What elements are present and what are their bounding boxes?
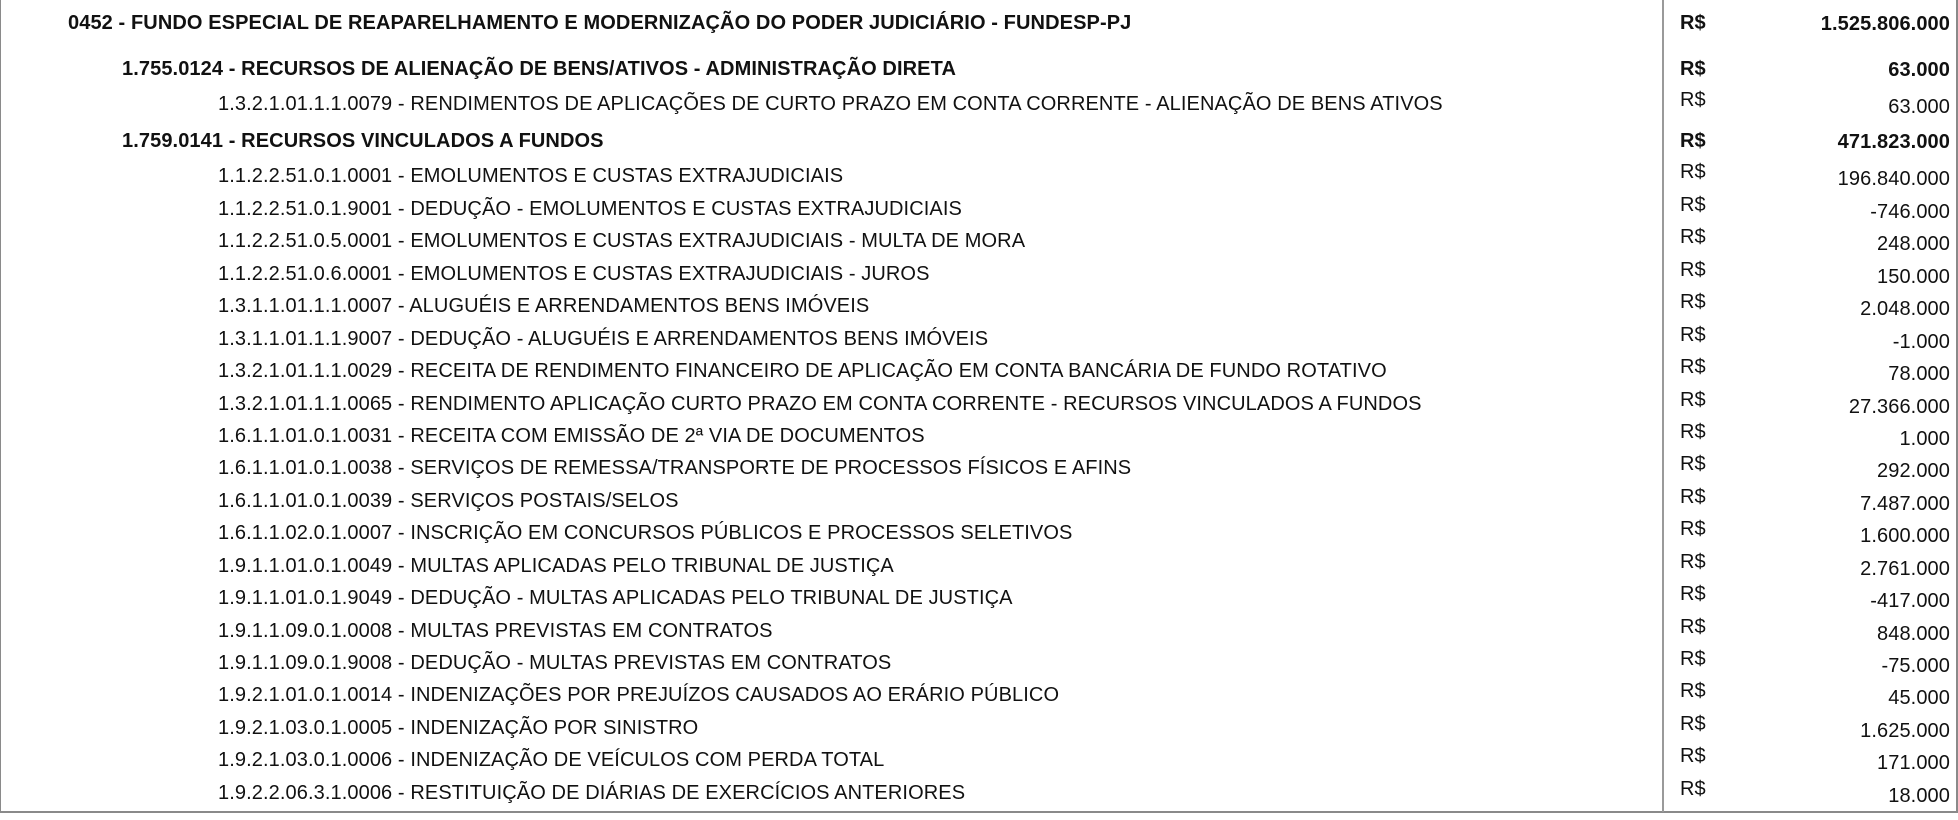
currency-label: R$ <box>1680 453 1706 476</box>
item-value: 78.000 <box>1888 363 1950 386</box>
fund-row <box>0 0 1958 46</box>
item-label: 1.1.2.2.51.0.1.9001 - DEDUÇÃO - EMOLUMENTOS E CUSTAS EXTRAJUDICIAIS <box>218 197 962 220</box>
item-label: 1.3.1.1.01.1.1.9007 - DEDUÇÃO - ALUGUÉIS E ARRENDAMENTOS BENS IMÓVEIS <box>218 327 989 350</box>
currency-label: R$ <box>1680 226 1706 249</box>
currency-label: R$ <box>1680 485 1706 508</box>
currency-label: R$ <box>1680 388 1706 411</box>
currency-label: R$ <box>1680 58 1706 80</box>
item-value: 2.048.000 <box>1860 298 1950 321</box>
item-value: 292.000 <box>1877 460 1950 483</box>
currency-label: R$ <box>1680 12 1706 34</box>
currency-label: R$ <box>1680 518 1706 541</box>
item-value: -75.000 <box>1881 655 1950 677</box>
item-label: 1.6.1.1.01.0.1.0038 - SERVIÇOS DE REMESSA/TRANSPORTE DE PROCESSOS FÍSICOS E AFINS <box>218 457 1132 480</box>
item-label: 1.3.2.1.01.1.1.0065 - RENDIMENTO APLICAÇÃO CURTO PRAZO EM CONTA CORRENTE - RECURSOS VINCULADOS A FUNDOS <box>218 392 1422 415</box>
revenue-item-row <box>0 613 1958 645</box>
item-label: 1.9.2.1.01.0.1.0014 - INDENIZAÇÕES POR PREJUÍZOS CAUSADOS AO ERÁRIO PÚBLICO <box>218 684 1060 707</box>
group-label: 1.759.0141 - RECURSOS VINCULADOS A FUNDOS <box>122 130 604 153</box>
group-label: 1.755.0124 - RECURSOS DE ALIENAÇÃO DE BENS/ATIVOS - ADMINISTRAÇÃO DIRETA <box>122 58 956 80</box>
item-value: 1.600.000 <box>1860 525 1950 548</box>
revenue-item-row <box>0 677 1958 709</box>
source-group-row <box>0 118 1958 158</box>
item-value: 63.000 <box>1888 96 1950 118</box>
revenue-item-row <box>0 223 1958 255</box>
item-value: -746.000 <box>1870 200 1950 223</box>
revenue-item-row <box>0 86 1958 118</box>
group-total: 471.823.000 <box>1837 131 1950 154</box>
item-label: 1.3.1.1.01.1.1.0007 - ALUGUÉIS E ARRENDAMENTOS BENS IMÓVEIS <box>218 295 870 318</box>
item-label: 1.9.2.1.03.0.1.0005 - INDENIZAÇÃO POR SINISTRO <box>218 716 699 739</box>
item-label: 1.9.1.1.01.0.1.0049 - MULTAS APLICADAS PELO TRIBUNAL DE JUSTIÇA <box>218 554 894 577</box>
currency-label: R$ <box>1680 130 1706 153</box>
item-value: 150.000 <box>1877 265 1950 288</box>
item-label: 1.6.1.1.02.0.1.0007 - INSCRIÇÃO EM CONCURSOS PÚBLICOS E PROCESSOS SELETIVOS <box>218 522 1073 545</box>
currency-label: R$ <box>1680 550 1706 573</box>
revenue-item-row <box>0 288 1958 320</box>
revenue-item-row <box>0 321 1958 353</box>
item-label: 1.1.2.2.51.0.1.0001 - EMOLUMENTOS E CUSTAS EXTRAJUDICIAIS <box>218 165 844 188</box>
item-value: 18.000 <box>1888 784 1950 807</box>
revenue-item-row <box>0 450 1958 482</box>
fund-total: 1.525.806.000 <box>1820 13 1950 35</box>
item-label: 1.9.1.1.09.0.1.0008 - MULTAS PREVISTAS EM CONTRATOS <box>218 619 773 642</box>
revenue-item-row <box>0 256 1958 288</box>
revenue-item-row <box>0 353 1958 385</box>
item-label: 1.6.1.1.01.0.1.0031 - RECEITA COM EMISSÃO DE 2ª VIA DE DOCUMENTOS <box>218 424 925 447</box>
currency-label: R$ <box>1680 583 1706 606</box>
item-value: -1.000 <box>1892 330 1950 353</box>
currency-label: R$ <box>1680 291 1706 314</box>
item-value: 1.625.000 <box>1860 719 1950 742</box>
revenue-item-row <box>0 580 1958 612</box>
currency-label: R$ <box>1680 777 1706 800</box>
currency-label: R$ <box>1680 680 1706 703</box>
item-value: 2.761.000 <box>1860 557 1950 580</box>
currency-label: R$ <box>1680 161 1706 184</box>
group-total: 63.000 <box>1888 59 1950 81</box>
currency-label: R$ <box>1680 193 1706 216</box>
item-value: 196.840.000 <box>1837 168 1950 191</box>
revenue-item-row <box>0 710 1958 742</box>
item-label: 1.9.1.1.09.0.1.9008 - DEDUÇÃO - MULTAS PREVISTAS EM CONTRATOS <box>218 652 892 674</box>
item-label: 1.3.2.1.01.1.1.0029 - RECEITA DE RENDIMENTO FINANCEIRO DE APLICAÇÃO EM CONTA BANCÁRIA DE FUNDO ROTATIVO <box>218 360 1387 383</box>
currency-label: R$ <box>1680 420 1706 443</box>
revenue-item-row <box>0 645 1958 677</box>
revenue-item-row <box>0 191 1958 223</box>
item-label: 1.3.2.1.01.1.1.0079 - RENDIMENTOS DE APLICAÇÕES DE CURTO PRAZO EM CONTA CORRENTE - ALIENAÇÃO DE BENS ATIVOS <box>218 93 1443 115</box>
item-label: 1.9.2.2.06.3.1.0006 - RESTITUIÇÃO DE DIÁRIAS DE EXERCÍCIOS ANTERIORES <box>218 781 966 804</box>
item-value: 171.000 <box>1877 752 1950 775</box>
currency-label: R$ <box>1680 648 1706 670</box>
revenue-item-row <box>0 742 1958 774</box>
fund-label: 0452 - FUNDO ESPECIAL DE REAPARELHAMENTO E MODERNIZAÇÃO DO PODER JUDICIÁRIO - FUNDESP-PJ <box>68 12 1132 34</box>
revenue-item-row <box>0 515 1958 547</box>
revenue-item-row <box>0 418 1958 450</box>
currency-label: R$ <box>1680 356 1706 379</box>
item-value: 27.366.000 <box>1848 395 1950 418</box>
revenue-item-row <box>0 386 1958 418</box>
item-label: 1.1.2.2.51.0.6.0001 - EMOLUMENTOS E CUSTAS EXTRAJUDICIAIS - JUROS <box>218 262 930 285</box>
revenue-item-row <box>0 483 1958 515</box>
item-label: 1.6.1.1.01.0.1.0039 - SERVIÇOS POSTAIS/SELOS <box>218 489 679 512</box>
currency-label: R$ <box>1680 323 1706 346</box>
item-value: 248.000 <box>1877 233 1950 256</box>
revenue-item-row <box>0 548 1958 580</box>
currency-label: R$ <box>1680 89 1706 111</box>
item-label: 1.1.2.2.51.0.5.0001 - EMOLUMENTOS E CUSTAS EXTRAJUDICIAIS - MULTA DE MORA <box>218 230 1026 253</box>
currency-label: R$ <box>1680 745 1706 768</box>
source-group-row <box>0 46 1958 86</box>
item-value: 7.487.000 <box>1860 492 1950 515</box>
item-value: 848.000 <box>1877 622 1950 645</box>
item-value: 1.000 <box>1899 427 1950 450</box>
revenue-item-row <box>0 158 1958 190</box>
item-value: 45.000 <box>1888 687 1950 710</box>
currency-label: R$ <box>1680 615 1706 638</box>
currency-label: R$ <box>1680 712 1706 735</box>
item-label: 1.9.1.1.01.0.1.9049 - DEDUÇÃO - MULTAS APLICADAS PELO TRIBUNAL DE JUSTIÇA <box>218 587 1013 610</box>
item-value: -417.000 <box>1870 590 1950 613</box>
revenue-item-row <box>0 775 1958 807</box>
item-label: 1.9.2.1.03.0.1.0006 - INDENIZAÇÃO DE VEÍCULOS COM PERDA TOTAL <box>218 749 885 772</box>
currency-label: R$ <box>1680 258 1706 281</box>
